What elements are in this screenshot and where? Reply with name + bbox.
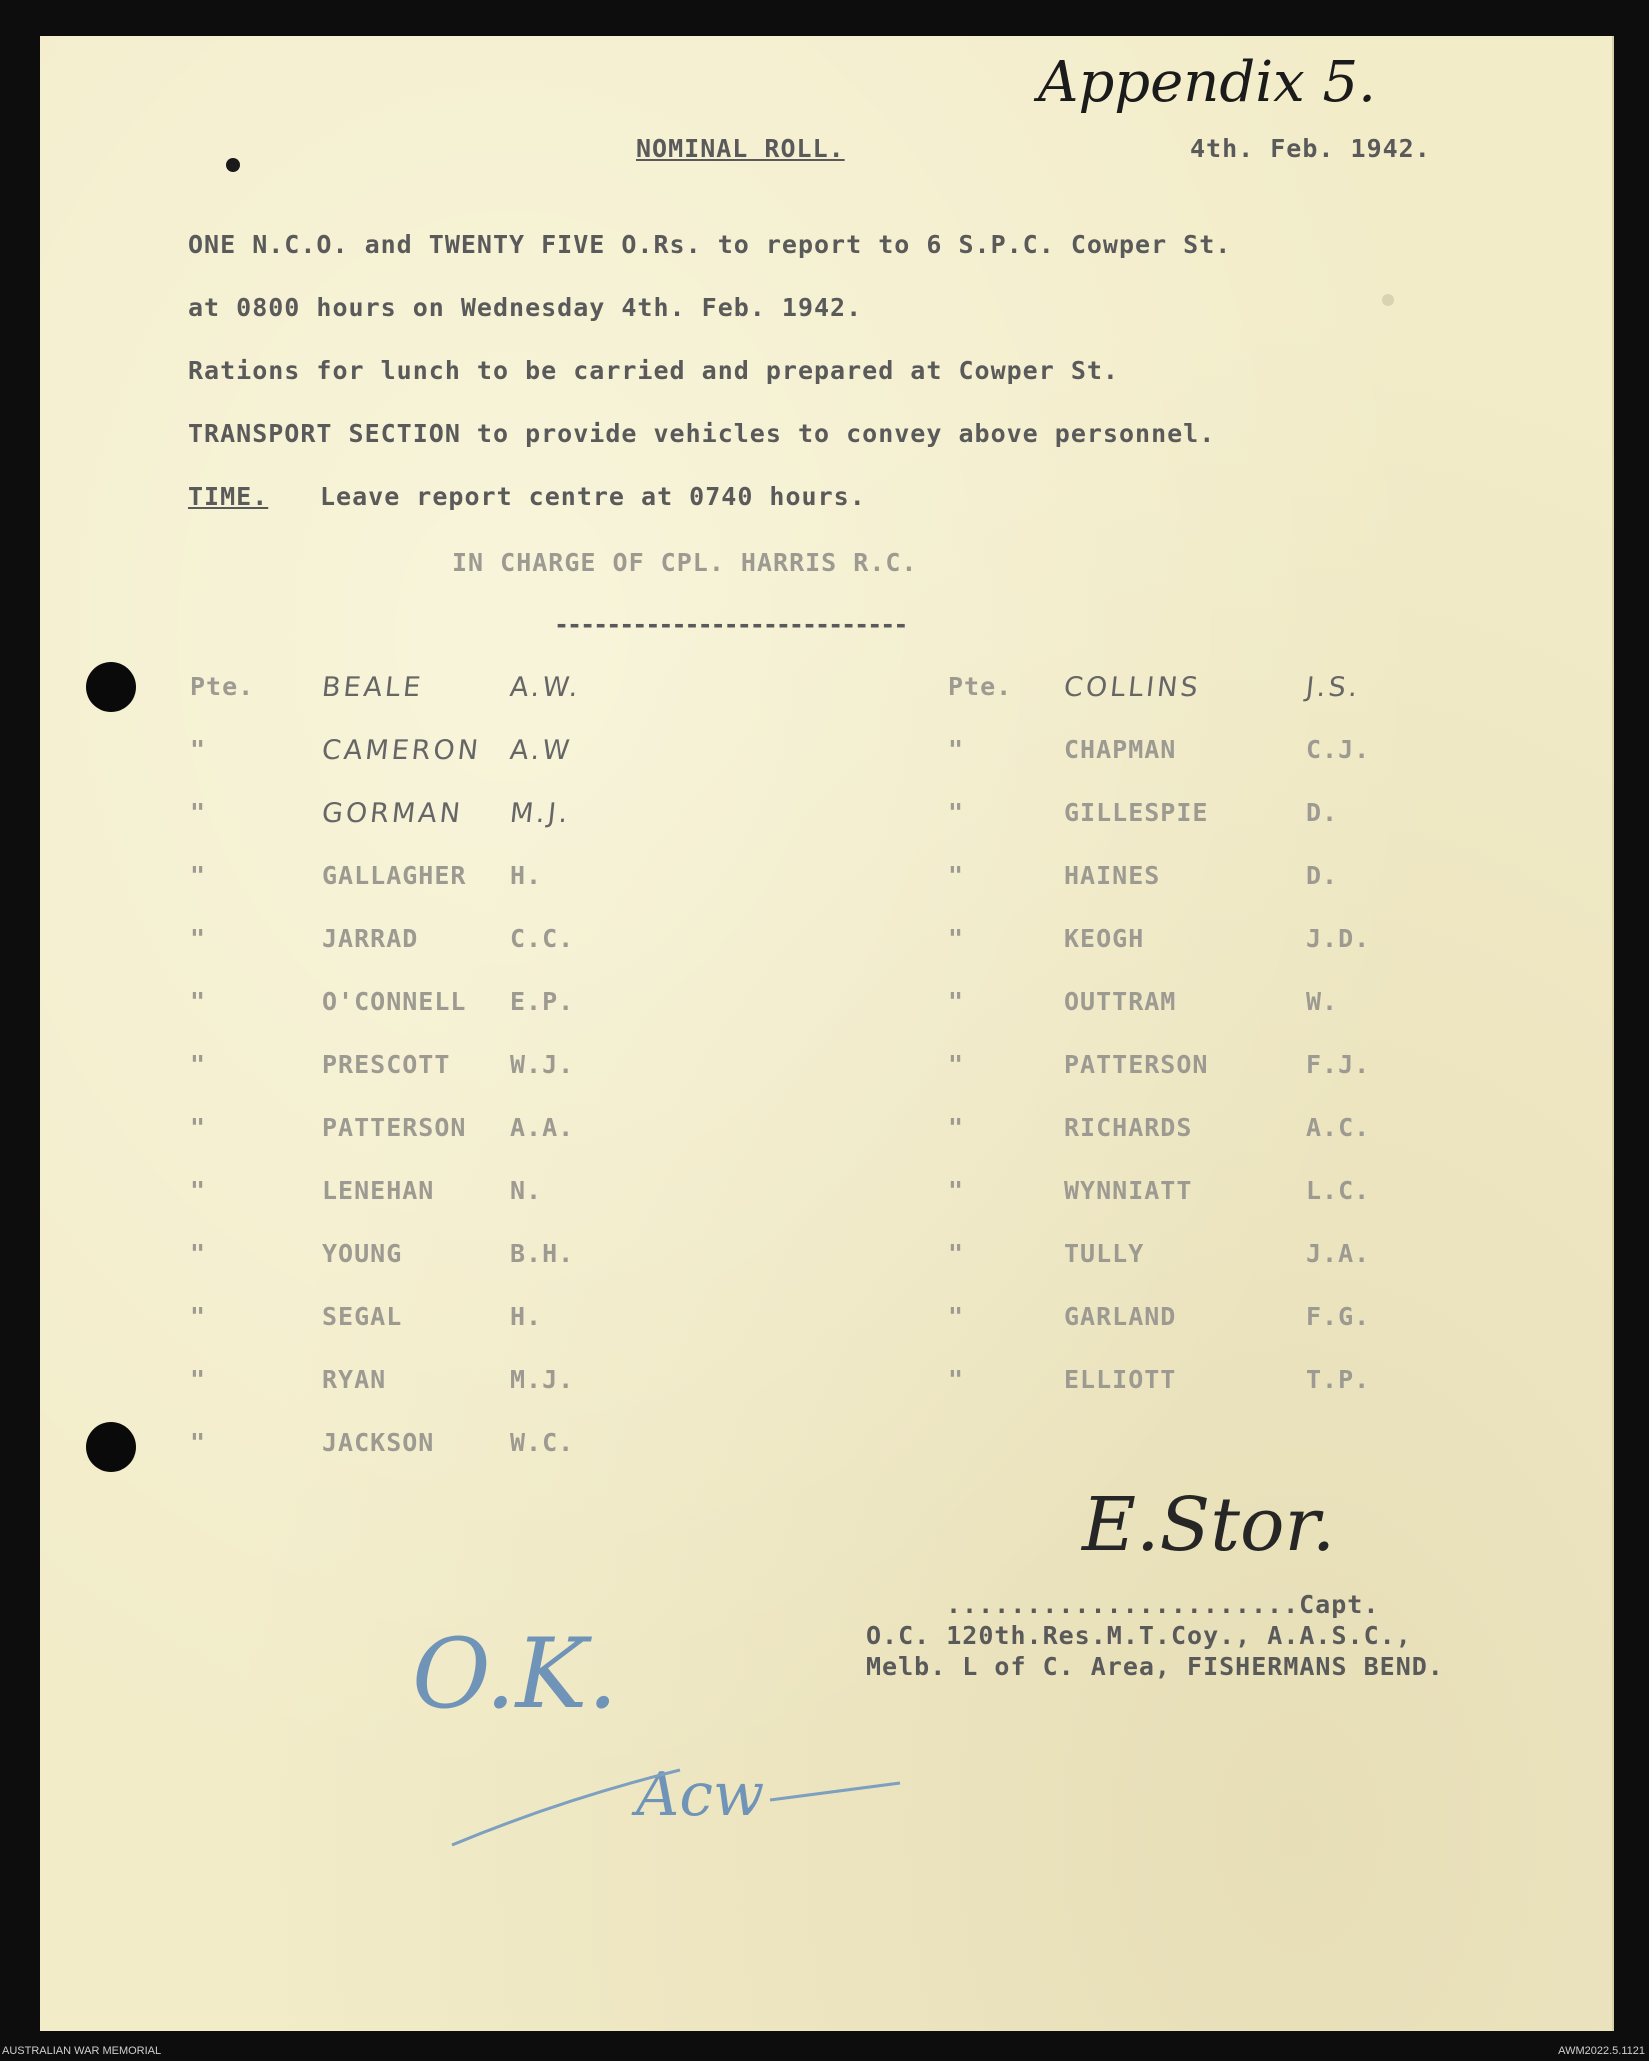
roll-surname: JARRAD <box>322 924 419 953</box>
roll-surname: SEGAL <box>322 1302 403 1331</box>
roll-rank: " <box>948 1113 965 1142</box>
roll-rank: " <box>190 735 207 764</box>
roll-initials: E.P. <box>510 987 575 1016</box>
roll-surname: BEALE <box>320 672 425 703</box>
roll-initials: W. <box>1306 987 1339 1016</box>
roll-surname: LENEHAN <box>322 1176 435 1205</box>
roll-initials: A.C. <box>1306 1113 1371 1142</box>
in-charge-line: IN CHARGE OF CPL. HARRIS R.C. <box>452 548 918 577</box>
roll-rank: " <box>948 987 965 1016</box>
roll-surname: RICHARDS <box>1064 1113 1193 1142</box>
roll-surname: GORMAN <box>320 798 465 829</box>
roll-initials: J.S. <box>1304 672 1362 703</box>
document-title: NOMINAL ROLL. <box>636 134 845 163</box>
roll-rank: " <box>190 987 207 1016</box>
roll-initials: A.A. <box>510 1113 575 1142</box>
roll-surname: KEOGH <box>1064 924 1145 953</box>
roll-initials: A.W <box>508 735 574 766</box>
roll-surname: TULLY <box>1064 1239 1145 1268</box>
roll-surname: RYAN <box>322 1365 387 1394</box>
roll-surname: CAMERON <box>320 735 483 766</box>
roll-rank: " <box>948 798 965 827</box>
signatory-line-2: Melb. L of C. Area, FISHERMANS BEND. <box>866 1652 1444 1681</box>
roll-rank: " <box>948 1365 965 1394</box>
body-line-4: TRANSPORT SECTION to provide vehicles to convey above personnel. <box>188 419 1216 448</box>
divider: --------------------------- <box>554 610 907 639</box>
roll-rank: " <box>190 1176 207 1205</box>
roll-surname: PATTERSON <box>322 1113 467 1142</box>
roll-rank: " <box>948 861 965 890</box>
ok-pen-note: O.K. <box>412 1618 618 1730</box>
roll-rank: " <box>190 1050 207 1079</box>
roll-rank: " <box>948 1050 965 1079</box>
roll-initials: C.C. <box>510 924 575 953</box>
roll-initials: T.P. <box>1306 1365 1371 1394</box>
roll-initials: N. <box>510 1176 543 1205</box>
roll-initials: W.C. <box>510 1428 575 1457</box>
roll-initials: H. <box>510 861 543 890</box>
roll-surname: YOUNG <box>322 1239 403 1268</box>
roll-rank: " <box>948 735 965 764</box>
roll-initials: J.A. <box>1306 1239 1371 1268</box>
pen-stroke <box>770 1783 900 1800</box>
roll-rank: " <box>190 861 207 890</box>
roll-rank: " <box>190 1113 207 1142</box>
roll-initials: H. <box>510 1302 543 1331</box>
roll-surname: GALLAGHER <box>322 861 467 890</box>
roll-initials: D. <box>1306 861 1339 890</box>
roll-rank: " <box>948 924 965 953</box>
roll-surname: COLLINS <box>1062 672 1203 703</box>
roll-surname: JACKSON <box>322 1428 435 1457</box>
roll-surname: PRESCOTT <box>322 1050 451 1079</box>
roll-rank: " <box>948 1302 965 1331</box>
body-line-3: Rations for lunch to be carried and prepared at Cowper St. <box>188 356 1119 385</box>
document-date: 4th. Feb. 1942. <box>1190 134 1431 163</box>
body-line-1: ONE N.C.O. and TWENTY FIVE O.Rs. to report to 6 S.P.C. Cowper St. <box>188 230 1232 259</box>
roll-rank: " <box>948 1239 965 1268</box>
roll-rank: Pte. <box>190 672 255 701</box>
roll-surname: PATTERSON <box>1064 1050 1209 1079</box>
roll-rank: " <box>190 798 207 827</box>
roll-rank: Pte. <box>948 672 1013 701</box>
roll-initials: B.H. <box>510 1239 575 1268</box>
roll-surname: ELLIOTT <box>1064 1365 1177 1394</box>
roll-rank: " <box>190 1428 207 1457</box>
roll-initials: J.D. <box>1306 924 1371 953</box>
pin-mark <box>1382 294 1394 306</box>
roll-initials: W.J. <box>510 1050 575 1079</box>
pen-stroke <box>452 1770 680 1845</box>
roll-initials: M.J. <box>508 798 573 829</box>
footer-left: AUSTRALIAN WAR MEMORIAL <box>2 2045 162 2057</box>
roll-surname: GARLAND <box>1064 1302 1177 1331</box>
body-line-2: at 0800 hours on Wednesday 4th. Feb. 1942. <box>188 293 863 322</box>
roll-surname: WYNNIATT <box>1064 1176 1193 1205</box>
roll-rank: " <box>190 1365 207 1394</box>
roll-initials: D. <box>1306 798 1339 827</box>
roll-initials: M.J. <box>510 1365 575 1394</box>
roll-rank: " <box>948 1176 965 1205</box>
roll-surname: O'CONNELL <box>322 987 467 1016</box>
roll-rank: " <box>190 1239 207 1268</box>
time-label: TIME. <box>188 482 269 511</box>
roll-initials: F.J. <box>1306 1050 1371 1079</box>
roll-initials: A.W. <box>508 672 583 703</box>
signature-line: ......................Capt. <box>946 1590 1380 1619</box>
footer-right: AWM2022.5.1121 <box>1558 2045 1645 2057</box>
initials-pen-note: Acw <box>636 1760 765 1830</box>
roll-surname: OUTTRAM <box>1064 987 1177 1016</box>
signatory-line-1: O.C. 120th.Res.M.T.Coy., A.A.S.C., <box>866 1621 1412 1650</box>
roll-rank: " <box>190 924 207 953</box>
roll-surname: HAINES <box>1064 861 1161 890</box>
roll-surname: GILLESPIE <box>1064 798 1209 827</box>
roll-rank: " <box>190 1302 207 1331</box>
roll-initials: L.C. <box>1306 1176 1371 1205</box>
roll-initials: F.G. <box>1306 1302 1371 1331</box>
time-text: Leave report centre at 0740 hours. <box>320 482 866 511</box>
signature: E.Stor. <box>1082 1482 1336 1568</box>
appendix-handwritten: Appendix 5. <box>1038 50 1376 115</box>
roll-initials: C.J. <box>1306 735 1371 764</box>
pin-mark <box>226 158 240 172</box>
roll-surname: CHAPMAN <box>1064 735 1177 764</box>
